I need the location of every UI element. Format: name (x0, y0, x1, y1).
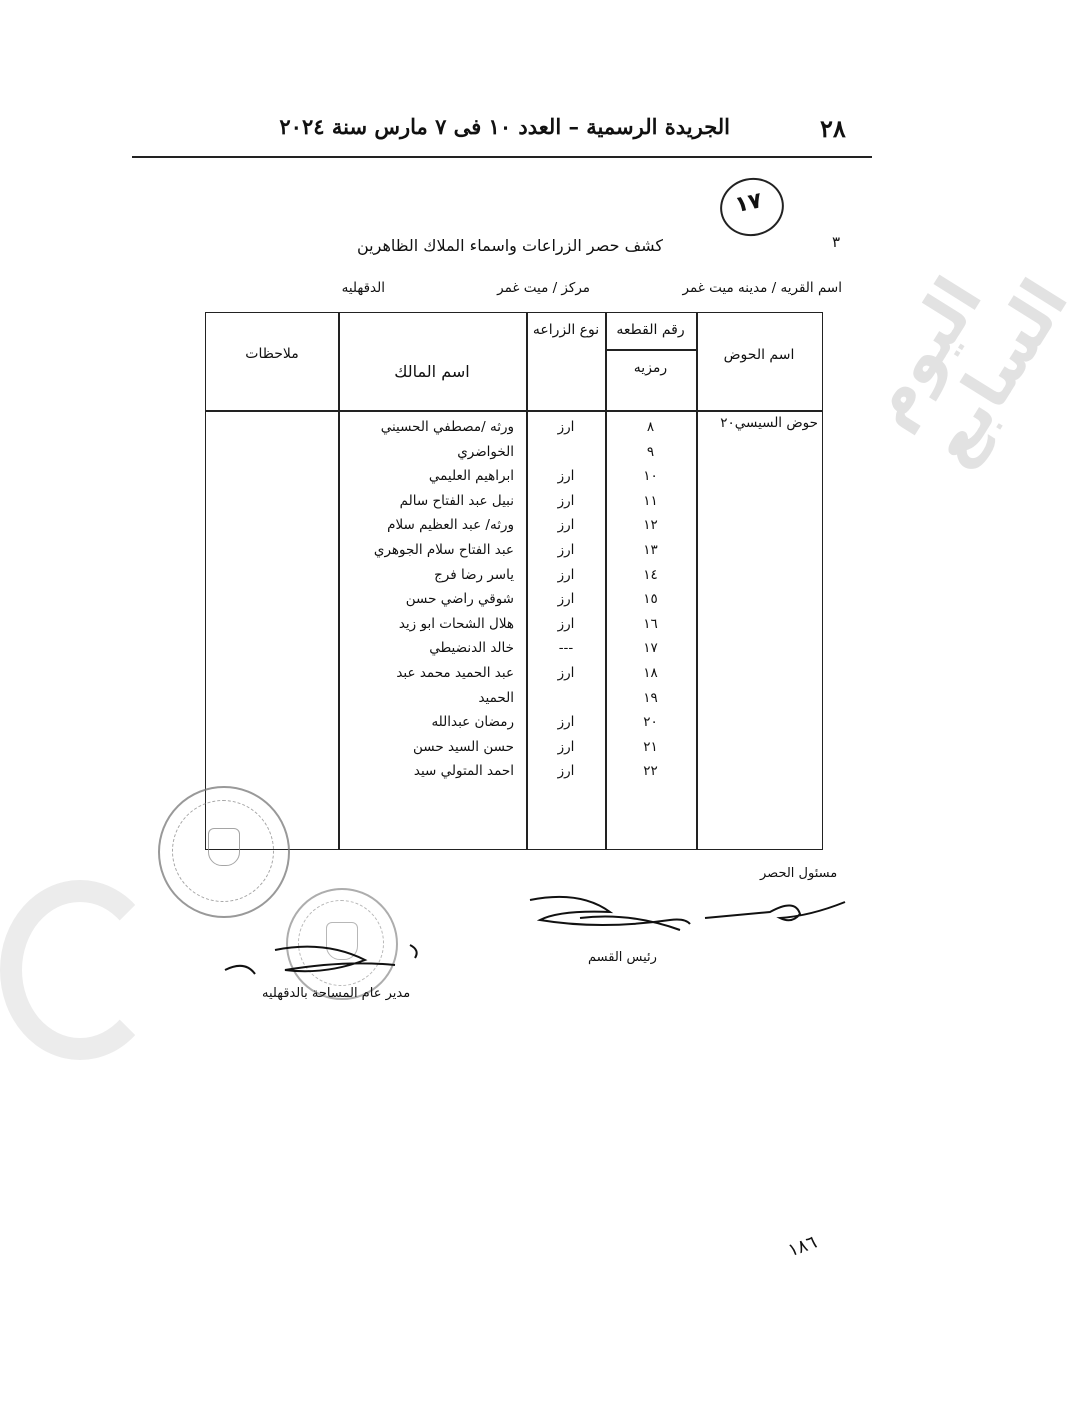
owner-name: الحميد (478, 689, 514, 706)
owner-name: هلال الشحات ابو زيد (398, 615, 514, 632)
crop-type: ارز (557, 492, 575, 509)
owner-name: حسن السيد حسن (413, 738, 514, 755)
crop-type: ارز (557, 615, 575, 632)
header-owner: اسم المالك (394, 362, 470, 381)
crop-type: ارز (557, 714, 575, 731)
header-plot: رقم القطعه (616, 322, 685, 338)
plot-number: ٩ (646, 443, 655, 460)
survey-official-label: مسئول الحصر (760, 866, 838, 881)
owner-name: احمد المتولي سيد (413, 763, 514, 780)
owner-name: عبد الحميد محمد عبد (396, 665, 514, 681)
header-notes: ملاحظات (245, 346, 299, 362)
document-title: كشف حصر الزراعات واسماء الملاك الظاهرين (356, 236, 664, 255)
crop-type: ارز (557, 468, 575, 485)
gazette-header: الجريدة الرسمية – العدد ١٠ فى ٧ مارس سنة ٢٠٢٤ (279, 114, 730, 139)
plot-number: ١٢ (643, 517, 658, 534)
survey-official-signature (700, 880, 850, 930)
plot-number: ٨ (646, 419, 655, 435)
crop-type: ارز (557, 763, 575, 780)
owner-name: شوقي راضي حسن (405, 591, 514, 608)
plot-number: ١١ (643, 492, 658, 509)
crop-type: ارز (557, 591, 575, 608)
section-head-signature (520, 890, 695, 950)
header-basin: اسم الحوض (723, 347, 795, 363)
owner-name: رمضان عبدالله (431, 714, 514, 731)
plot-number: ٢٠ (643, 714, 658, 731)
crop-type: ارز (557, 419, 575, 435)
col-divider (338, 313, 340, 849)
owner-name: الخواضري (457, 443, 514, 460)
page-number: ٢٨ (820, 114, 846, 143)
plot-number: ١٠ (643, 468, 658, 485)
owner-name: ابراهيم العليمي (428, 468, 514, 485)
crop-type: ارز (557, 566, 575, 583)
owner-name: نبيل عبد الفتاح سالم (399, 492, 514, 509)
watermark-logo-icon (0, 880, 160, 1060)
crop-type: ارز (557, 665, 575, 681)
governorate-label: الدقهليه (341, 280, 385, 296)
plot-number: ١٧ (643, 640, 658, 657)
official-seal (158, 786, 290, 918)
crop-type: --- (558, 640, 574, 657)
owner-name: عبد الفتاح سلام الجوهري (373, 542, 514, 558)
plot-number: ٢٢ (643, 763, 658, 780)
circled-number-text: ١٧ (732, 188, 765, 219)
owner-name: ورثه/ عبد العظيم سلام (387, 517, 514, 534)
circled-number (715, 172, 790, 242)
col-divider (526, 313, 528, 849)
crop-type: ارز (557, 517, 575, 534)
col-divider (696, 313, 698, 849)
crop-type: ارز (557, 542, 575, 558)
section-head-label: رئيس القسم (588, 950, 657, 965)
owner-name: خالد الدنضيطي (429, 640, 514, 657)
plot-subheader-divider (605, 349, 696, 351)
director-label: مدير عام المساحة بالدقهليه (262, 986, 411, 1001)
header-divider (206, 410, 822, 412)
owner-name: ورثه /مصطفي الحسيني (380, 419, 514, 435)
plot-number: ٢١ (643, 738, 658, 755)
plot-number: ١٦ (643, 615, 658, 632)
watermark: اليوم السابع (850, 265, 1083, 479)
owner-name: ياسر رضا فرج (434, 566, 514, 583)
eagle-emblem-icon (208, 828, 240, 866)
section-number: ٣ (832, 233, 841, 251)
header-rule (132, 156, 872, 158)
district-label: مركز / ميت غمر (497, 280, 590, 296)
header-plot-sub: رمزيه (633, 360, 668, 376)
survey-table (205, 312, 823, 850)
crop-type: ارز (557, 738, 575, 755)
plot-number: ١٨ (643, 665, 658, 681)
plot-number: ١٩ (643, 689, 658, 706)
village-label: اسم القريه / مدينه ميت غمر (682, 280, 842, 296)
plot-number: ١٣ (643, 542, 658, 558)
header-crop: نوع الزراعه (532, 322, 600, 338)
page-reference: ١٨٦ (785, 1231, 820, 1262)
basin-value: حوض السيسي٢٠ (720, 415, 818, 431)
director-signature (215, 930, 445, 990)
plot-number: ١٤ (643, 566, 658, 583)
plot-number: ١٥ (643, 591, 658, 608)
